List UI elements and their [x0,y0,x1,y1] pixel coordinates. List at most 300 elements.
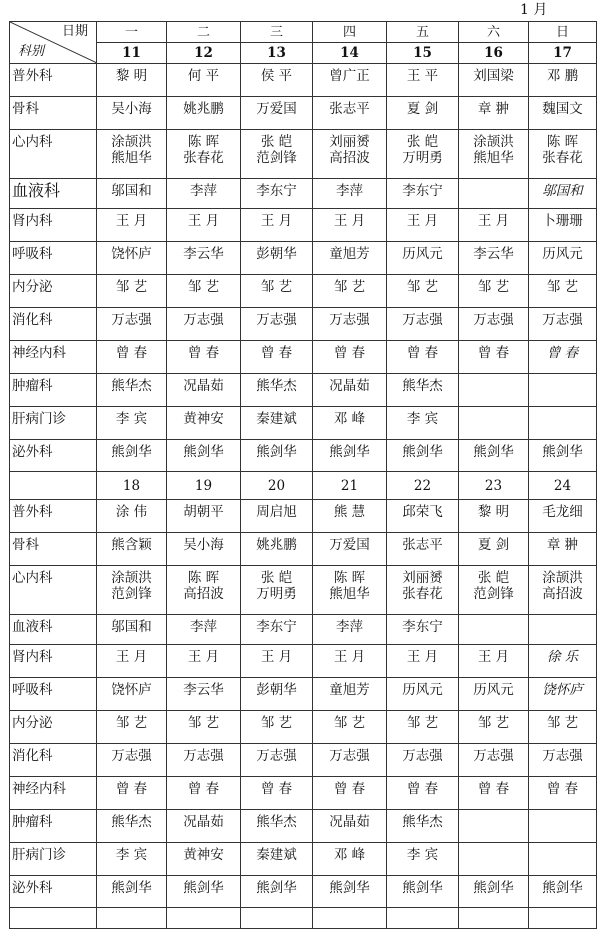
empty-cell [241,908,313,929]
duty-cell [529,407,597,440]
duty-cell [167,566,241,615]
duty-cell [387,615,459,645]
dept-name: 骨科 [10,97,97,130]
dept-row [10,876,597,908]
doctor-name: 陈 晖 [187,134,220,150]
dept-name: 心内科 [10,566,97,615]
doctor-name: 况晶茹 [329,378,370,394]
doctor-name: 张 皑 [477,570,510,586]
dept-row [10,615,597,645]
duty-cell [313,374,387,407]
doctor-name: 万志强 [183,312,224,328]
duty-cell [459,678,529,711]
duty-cell [167,810,241,843]
duty-cell [313,64,387,97]
duty-cell [167,615,241,645]
empty-cell [459,908,529,929]
doctor-name: 万志强 [256,312,297,328]
duty-cell [387,566,459,615]
dept-row [10,242,597,275]
dept-row [10,407,597,440]
duty-cell [529,843,597,876]
doctor-name: 邬国和 [542,183,583,199]
doctor-name: 万志强 [402,748,443,764]
date-label: 日期 [61,24,88,39]
doctor-name: 万志强 [183,748,224,764]
doctor-name: 熊华杰 [111,814,152,830]
doctor-name: 张志平 [329,101,370,117]
duty-cell [97,810,167,843]
duty-cell [167,341,241,374]
doctor-name: 邹 艺 [406,279,439,295]
doctor-name: 熊华杰 [111,378,152,394]
doctor-name: 熊剑华 [256,444,297,460]
duty-cell [459,341,529,374]
doctor-name: 万志强 [256,748,297,764]
duty-cell [529,440,597,472]
doctor-name: 范剑锋 [256,150,297,166]
duty-cell [313,440,387,472]
doctor-name: 邹 艺 [115,715,148,731]
dept-row [10,777,597,810]
duty-cell [459,533,529,566]
duty-cell [241,440,313,472]
duty-cell [97,645,167,678]
duty-cell [529,179,597,209]
doctor-name: 曾 春 [187,345,220,361]
date-cell: 15 [387,43,459,64]
dept-row [10,810,597,843]
doctor-name: 李云华 [183,246,224,262]
doctor-name: 陈 晖 [546,134,579,150]
date-cell: 22 [387,472,459,500]
doctor-name: 邹 艺 [187,715,220,731]
date-row [10,43,597,64]
duty-cell [387,777,459,810]
empty-cell [313,908,387,929]
duty-cell [387,533,459,566]
duty-cell [387,242,459,275]
duty-cell [313,179,387,209]
doctor-name: 万志强 [329,748,370,764]
doctor-name: 熊剑华 [256,880,297,896]
doctor-name: 熊华杰 [256,378,297,394]
doctor-name: 吴小海 [183,537,224,553]
doctor-name: 熊剑华 [542,444,583,460]
weekday-cell: 三 [241,22,313,43]
doctor-name: 黄神安 [183,847,224,863]
duty-cell [529,64,597,97]
doctor-name: 黎 明 [115,68,148,84]
dept-row [10,533,597,566]
duty-cell [241,615,313,645]
doctor-name: 熊旭华 [329,586,370,602]
duty-cell [97,64,167,97]
doctor-name: 万志强 [542,748,583,764]
doctor-name: 历风元 [402,682,443,698]
dept-name: 泌外科 [10,876,97,908]
doctor-name: 王 月 [333,649,366,665]
doctor-name: 万志强 [111,312,152,328]
duty-cell [387,209,459,242]
doctor-name: 李 宾 [115,411,148,427]
duty-cell [167,777,241,810]
duty-cell [459,500,529,533]
duty-cell [313,876,387,908]
duty-cell [97,500,167,533]
duty-cell [97,744,167,777]
doctor-name: 熊旭华 [473,150,514,166]
doctor-name: 李东宁 [402,183,443,199]
duty-cell [241,645,313,678]
dept-label: 科别 [18,44,45,59]
doctor-name: 熊剑华 [473,444,514,460]
doctor-name: 张 皑 [260,570,293,586]
duty-cell [241,533,313,566]
duty-cell [97,876,167,908]
doctor-name: 李 宾 [406,411,439,427]
duty-cell [167,130,241,179]
duty-cell [97,407,167,440]
doctor-name: 涂颉洪 [111,134,152,150]
duty-cell [313,242,387,275]
doctor-name: 胡朝平 [183,504,224,520]
doctor-name: 熊剑华 [183,444,224,460]
doctor-name: 张春花 [402,586,443,602]
doctor-name: 曾 春 [477,781,510,797]
duty-cell [313,130,387,179]
duty-cell [167,678,241,711]
doctor-name: 陈 晖 [187,570,220,586]
dept-name: 肝病门诊 [10,407,97,440]
duty-cell [529,275,597,308]
duty-cell [529,711,597,744]
doctor-name: 熊剑华 [402,880,443,896]
doctor-name: 涂颉洪 [111,570,152,586]
doctor-name: 王 月 [187,213,220,229]
doctor-name: 魏国文 [542,101,583,117]
blank-cell [10,472,97,500]
duty-cell [167,533,241,566]
doctor-name: 黄神安 [183,411,224,427]
doctor-name: 王 月 [406,649,439,665]
duty-cell [97,777,167,810]
doctor-name: 刘丽赟 [402,570,443,586]
duty-cell [97,533,167,566]
duty-cell [459,810,529,843]
doctor-name: 曾 春 [187,781,220,797]
duty-roster-table [9,21,597,929]
doctor-name: 王 月 [187,649,220,665]
duty-cell [167,97,241,130]
duty-cell [167,645,241,678]
duty-cell [529,533,597,566]
duty-cell [167,374,241,407]
doctor-name: 万志强 [473,748,514,764]
doctor-name: 万明勇 [402,150,443,166]
dept-row [10,209,597,242]
duty-cell [529,876,597,908]
doctor-name: 历风元 [473,682,514,698]
doctor-name: 王 月 [115,649,148,665]
doctor-name: 李云华 [183,682,224,698]
duty-cell [97,308,167,341]
doctor-name: 熊含颖 [111,537,152,553]
doctor-name: 侯 平 [260,68,293,84]
duty-cell [387,810,459,843]
doctor-name: 曾 春 [333,345,366,361]
doctor-name: 曾 春 [406,345,439,361]
doctor-name: 王 月 [406,213,439,229]
dept-name: 肿瘤科 [10,810,97,843]
duty-cell [529,97,597,130]
duty-cell [529,308,597,341]
dept-name: 内分泌 [10,275,97,308]
duty-cell [167,64,241,97]
empty-row [10,908,597,929]
duty-cell [387,179,459,209]
doctor-name: 张 皑 [260,134,293,150]
duty-cell [241,209,313,242]
dept-name: 泌外科 [10,440,97,472]
doctor-name: 姚兆鹏 [256,537,297,553]
doctor-name: 夏 剑 [406,101,439,117]
duty-cell [167,440,241,472]
doctor-name: 高招波 [329,150,370,166]
doctor-name: 王 月 [477,213,510,229]
doctor-name: 王 平 [406,68,439,84]
duty-cell [459,615,529,645]
duty-cell [241,64,313,97]
duty-cell [167,275,241,308]
doctor-name: 熊华杰 [256,814,297,830]
duty-cell [529,500,597,533]
dept-name: 骨科 [10,533,97,566]
doctor-name: 饶怀庐 [111,682,152,698]
dept-row [10,711,597,744]
doctor-name: 曾 春 [115,781,148,797]
doctor-name: 曾 春 [260,345,293,361]
duty-cell [387,64,459,97]
doctor-name: 刘国梁 [473,68,514,84]
dept-row [10,500,597,533]
duty-cell [529,209,597,242]
duty-cell [459,308,529,341]
duty-cell [529,678,597,711]
doctor-name: 范剑锋 [473,586,514,602]
weekday-cell: 日 [529,22,597,43]
duty-cell [241,407,313,440]
duty-cell [529,566,597,615]
duty-cell [529,810,597,843]
duty-cell [313,97,387,130]
duty-cell [387,744,459,777]
weekday-cell: 二 [167,22,241,43]
doctor-name: 邹 艺 [546,279,579,295]
dept-name: 消化科 [10,744,97,777]
duty-cell [387,843,459,876]
doctor-name: 邹 艺 [115,279,148,295]
duty-cell [459,744,529,777]
doctor-name: 邹 艺 [333,279,366,295]
doctor-name: 徐 乐 [546,649,579,665]
doctor-name: 高招波 [542,586,583,602]
date-cell: 24 [529,472,597,500]
date-row [10,472,597,500]
duty-cell [459,711,529,744]
duty-cell [313,615,387,645]
duty-cell [313,810,387,843]
duty-cell [167,179,241,209]
duty-cell [459,64,529,97]
doctor-name: 邱荣飞 [402,504,443,520]
doctor-name: 李东宁 [256,619,297,635]
doctor-name: 邬国和 [111,183,152,199]
doctor-name: 涂颉洪 [473,134,514,150]
duty-cell [97,242,167,275]
doctor-name: 姚兆鹏 [183,101,224,117]
doctor-name: 吴小海 [111,101,152,117]
dept-name: 血液科 [10,615,97,645]
duty-cell [241,843,313,876]
doctor-name: 秦建斌 [256,411,297,427]
duty-cell [241,341,313,374]
duty-cell [97,209,167,242]
duty-cell [459,179,529,209]
doctor-name: 李萍 [190,619,217,635]
duty-cell [97,566,167,615]
duty-cell [241,566,313,615]
duty-cell [241,242,313,275]
dept-row [10,678,597,711]
duty-cell [241,810,313,843]
duty-cell [313,777,387,810]
doctor-name: 邹 艺 [546,715,579,731]
duty-cell [459,440,529,472]
doctor-name: 童旭芳 [329,682,370,698]
doctor-name: 毛龙细 [542,504,583,520]
doctor-name: 熊剑华 [111,880,152,896]
doctor-name: 万志强 [402,312,443,328]
doctor-name: 邓 鹏 [546,68,579,84]
doctor-name: 李萍 [190,183,217,199]
doctor-name: 熊剑华 [473,880,514,896]
date-cell: 19 [167,472,241,500]
doctor-name: 王 月 [477,649,510,665]
duty-cell [529,242,597,275]
doctor-name: 夏 剑 [477,537,510,553]
doctor-name: 王 月 [115,213,148,229]
doctor-name: 万志强 [473,312,514,328]
weekday-cell: 一 [97,22,167,43]
duty-cell [241,275,313,308]
duty-cell [387,275,459,308]
doctor-name: 邹 艺 [477,715,510,731]
empty-cell [167,908,241,929]
duty-cell [167,711,241,744]
doctor-name: 况晶茹 [183,378,224,394]
duty-cell [97,374,167,407]
doctor-name: 历风元 [402,246,443,262]
dept-row [10,179,597,209]
dept-name: 神经内科 [10,777,97,810]
duty-cell [387,341,459,374]
duty-cell [459,645,529,678]
dept-name: 呼吸科 [10,242,97,275]
doctor-name: 李萍 [336,183,363,199]
duty-cell [241,374,313,407]
duty-cell [387,308,459,341]
duty-cell [529,615,597,645]
doctor-name: 王 月 [260,213,293,229]
doctor-name: 卜珊珊 [542,213,583,229]
doctor-name: 高招波 [183,586,224,602]
doctor-name: 熊 慧 [333,504,366,520]
doctor-name: 张 皑 [406,134,439,150]
doctor-name: 熊剑华 [329,880,370,896]
duty-cell [97,678,167,711]
dept-name: 血液科 [10,179,97,209]
duty-cell [529,645,597,678]
duty-cell [529,777,597,810]
doctor-name: 况晶茹 [329,814,370,830]
duty-cell [241,678,313,711]
duty-cell [459,275,529,308]
date-cell: 18 [97,472,167,500]
date-cell: 23 [459,472,529,500]
doctor-name: 章 翀 [546,537,579,553]
duty-cell [241,308,313,341]
duty-cell [529,744,597,777]
dept-row [10,744,597,777]
dept-row [10,843,597,876]
duty-cell [459,374,529,407]
doctor-name: 曾 春 [546,345,579,361]
dept-name: 肾内科 [10,645,97,678]
duty-cell [313,678,387,711]
duty-cell [97,275,167,308]
doctor-name: 涂 伟 [115,504,148,520]
empty-cell [97,908,167,929]
doctor-name: 邹 艺 [406,715,439,731]
empty-cell [529,908,597,929]
duty-cell [167,209,241,242]
doctor-name: 万志强 [111,748,152,764]
doctor-name: 黎 明 [477,504,510,520]
weekday-cell: 四 [313,22,387,43]
doctor-name: 陈 晖 [333,570,366,586]
doctor-name: 熊剑华 [111,444,152,460]
doctor-name: 曾 春 [546,781,579,797]
duty-cell [459,130,529,179]
doctor-name: 王 月 [260,649,293,665]
doctor-name: 邹 艺 [187,279,220,295]
duty-cell [167,242,241,275]
duty-cell [313,308,387,341]
doctor-name: 熊剑华 [183,880,224,896]
doctor-name: 邬国和 [111,619,152,635]
dept-name: 肝病门诊 [10,843,97,876]
dept-row [10,374,597,407]
duty-cell [97,130,167,179]
duty-cell [313,209,387,242]
doctor-name: 万爱国 [256,101,297,117]
duty-cell [387,97,459,130]
date-cell: 16 [459,43,529,64]
doctor-name: 李萍 [336,619,363,635]
doctor-name: 周启旭 [256,504,297,520]
doctor-name: 邓 峰 [333,847,366,863]
